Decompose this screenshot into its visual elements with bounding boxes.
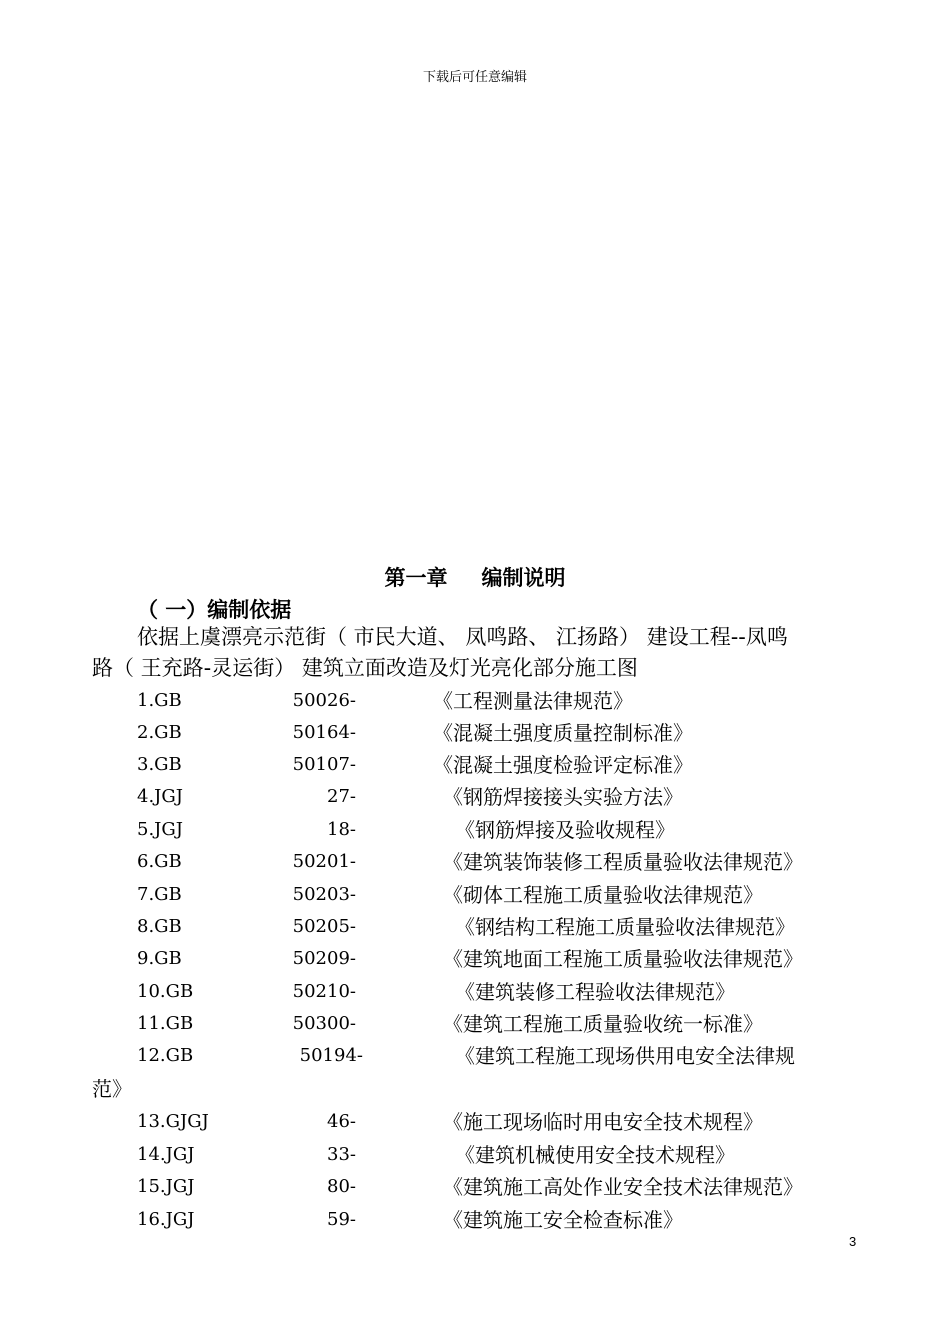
standard-item <box>0 686 950 718</box>
standard-item <box>0 880 950 912</box>
standard-number: 2.GB <box>137 722 182 743</box>
standard-number: 13.GJGJ <box>137 1111 209 1132</box>
standard-number: 10.GB <box>137 981 194 1002</box>
page-number: 3 <box>849 1234 857 1249</box>
standard-title: 《钢结构工程施工质量验收法律规范》 <box>455 915 795 939</box>
standard-item <box>0 1041 950 1073</box>
standard-number: 3.GB <box>137 754 182 775</box>
standard-item <box>0 847 950 879</box>
standard-code: 50201- <box>292 851 356 872</box>
standard-code: 50300- <box>292 1013 356 1034</box>
standard-code: 59- <box>327 1209 356 1230</box>
standard-code: 50107- <box>292 754 356 775</box>
standard-number: 16.JGJ <box>137 1209 195 1230</box>
chapter-title: 编制说明 <box>481 566 566 590</box>
standard-number: 7.GB <box>137 884 182 905</box>
standard-title: 《混凝土强度检验评定标准》 <box>433 753 693 777</box>
standard-item <box>0 1172 950 1204</box>
standard-item <box>0 782 950 814</box>
standard-title: 《建筑施工高处作业安全技术法律规范》 <box>443 1175 803 1199</box>
standard-title: 《钢筋焊接接头实验方法》 <box>443 785 683 809</box>
standard-code: 27- <box>327 786 356 807</box>
standard-number: 6.GB <box>137 851 182 872</box>
standard-number: 8.GB <box>137 916 182 937</box>
standard-code: 33- <box>327 1144 356 1165</box>
standard-item <box>0 815 950 847</box>
standard-title: 《混凝土强度质量控制标准》 <box>433 721 693 745</box>
standard-title: 《建筑工程施工现场供用电安全法律规 <box>455 1044 795 1068</box>
intro-line-2: 路（ 王充路-灵运街） 建筑立面改造及灯光亮化部分施工图 <box>92 656 638 680</box>
standard-number: 5.JGJ <box>137 819 183 840</box>
standard-title: 《建筑装饰装修工程质量验收法律规范》 <box>443 850 803 874</box>
standard-item <box>0 944 950 976</box>
standard-number: 12.GB <box>137 1045 194 1066</box>
standard-item <box>0 750 950 782</box>
standard-item <box>0 977 950 1009</box>
standard-title: 《建筑地面工程施工质量验收法律规范》 <box>443 947 803 971</box>
standard-title: 《工程测量法律规范》 <box>433 689 633 713</box>
standard-code: 50164- <box>292 722 356 743</box>
standard-title: 《砌体工程施工质量验收法律规范》 <box>443 883 763 907</box>
standard-title: 《建筑机械使用安全技术规程》 <box>455 1143 735 1167</box>
standard-code: 50210- <box>292 981 356 1002</box>
standard-code: 18- <box>327 819 356 840</box>
standard-item <box>0 1140 950 1172</box>
standard-number: 11.GB <box>137 1013 194 1034</box>
chapter-heading <box>0 562 950 592</box>
standard-number: 4.JGJ <box>137 786 183 807</box>
standard-code: 46- <box>327 1111 356 1132</box>
standard-code: 80- <box>327 1176 356 1197</box>
standard-code: 50205- <box>292 916 356 937</box>
standard-item <box>0 912 950 944</box>
standard-code: 50209- <box>292 948 356 969</box>
standard-code: 50026- <box>292 690 356 711</box>
intro-line-1: 依据上虞漂亮示范街（ 市民大道、 凤鸣路、 江扬路） 建设工程--凤鸣 <box>137 625 788 649</box>
page-header: 下载后可任意编辑 <box>422 70 527 85</box>
chapter-label: 第一章 <box>384 566 448 590</box>
standard-title: 《施工现场临时用电安全技术规程》 <box>443 1110 763 1134</box>
standard-title: 《建筑工程施工质量验收统一标准》 <box>443 1012 763 1036</box>
standard-title: 《建筑装修工程验收法律规范》 <box>455 980 735 1004</box>
standard-number: 14.JGJ <box>137 1144 195 1165</box>
standard-item <box>0 1205 950 1237</box>
standard-code: 50194- <box>299 1045 363 1066</box>
standard-title: 《钢筋焊接及验收规程》 <box>455 818 675 842</box>
standard-item <box>0 1107 950 1139</box>
standard-item <box>0 1009 950 1041</box>
standard-12-continuation: 范》 <box>92 1077 132 1101</box>
standard-number: 9.GB <box>137 948 182 969</box>
standard-item <box>0 718 950 750</box>
standard-number: 1.GB <box>137 690 182 711</box>
standard-title: 《建筑施工安全检查标准》 <box>443 1208 683 1232</box>
standard-code: 50203- <box>292 884 356 905</box>
intro-paragraph <box>92 622 862 684</box>
section-heading: （ 一）编制依据 <box>137 598 292 622</box>
standard-number: 15.JGJ <box>137 1176 195 1197</box>
